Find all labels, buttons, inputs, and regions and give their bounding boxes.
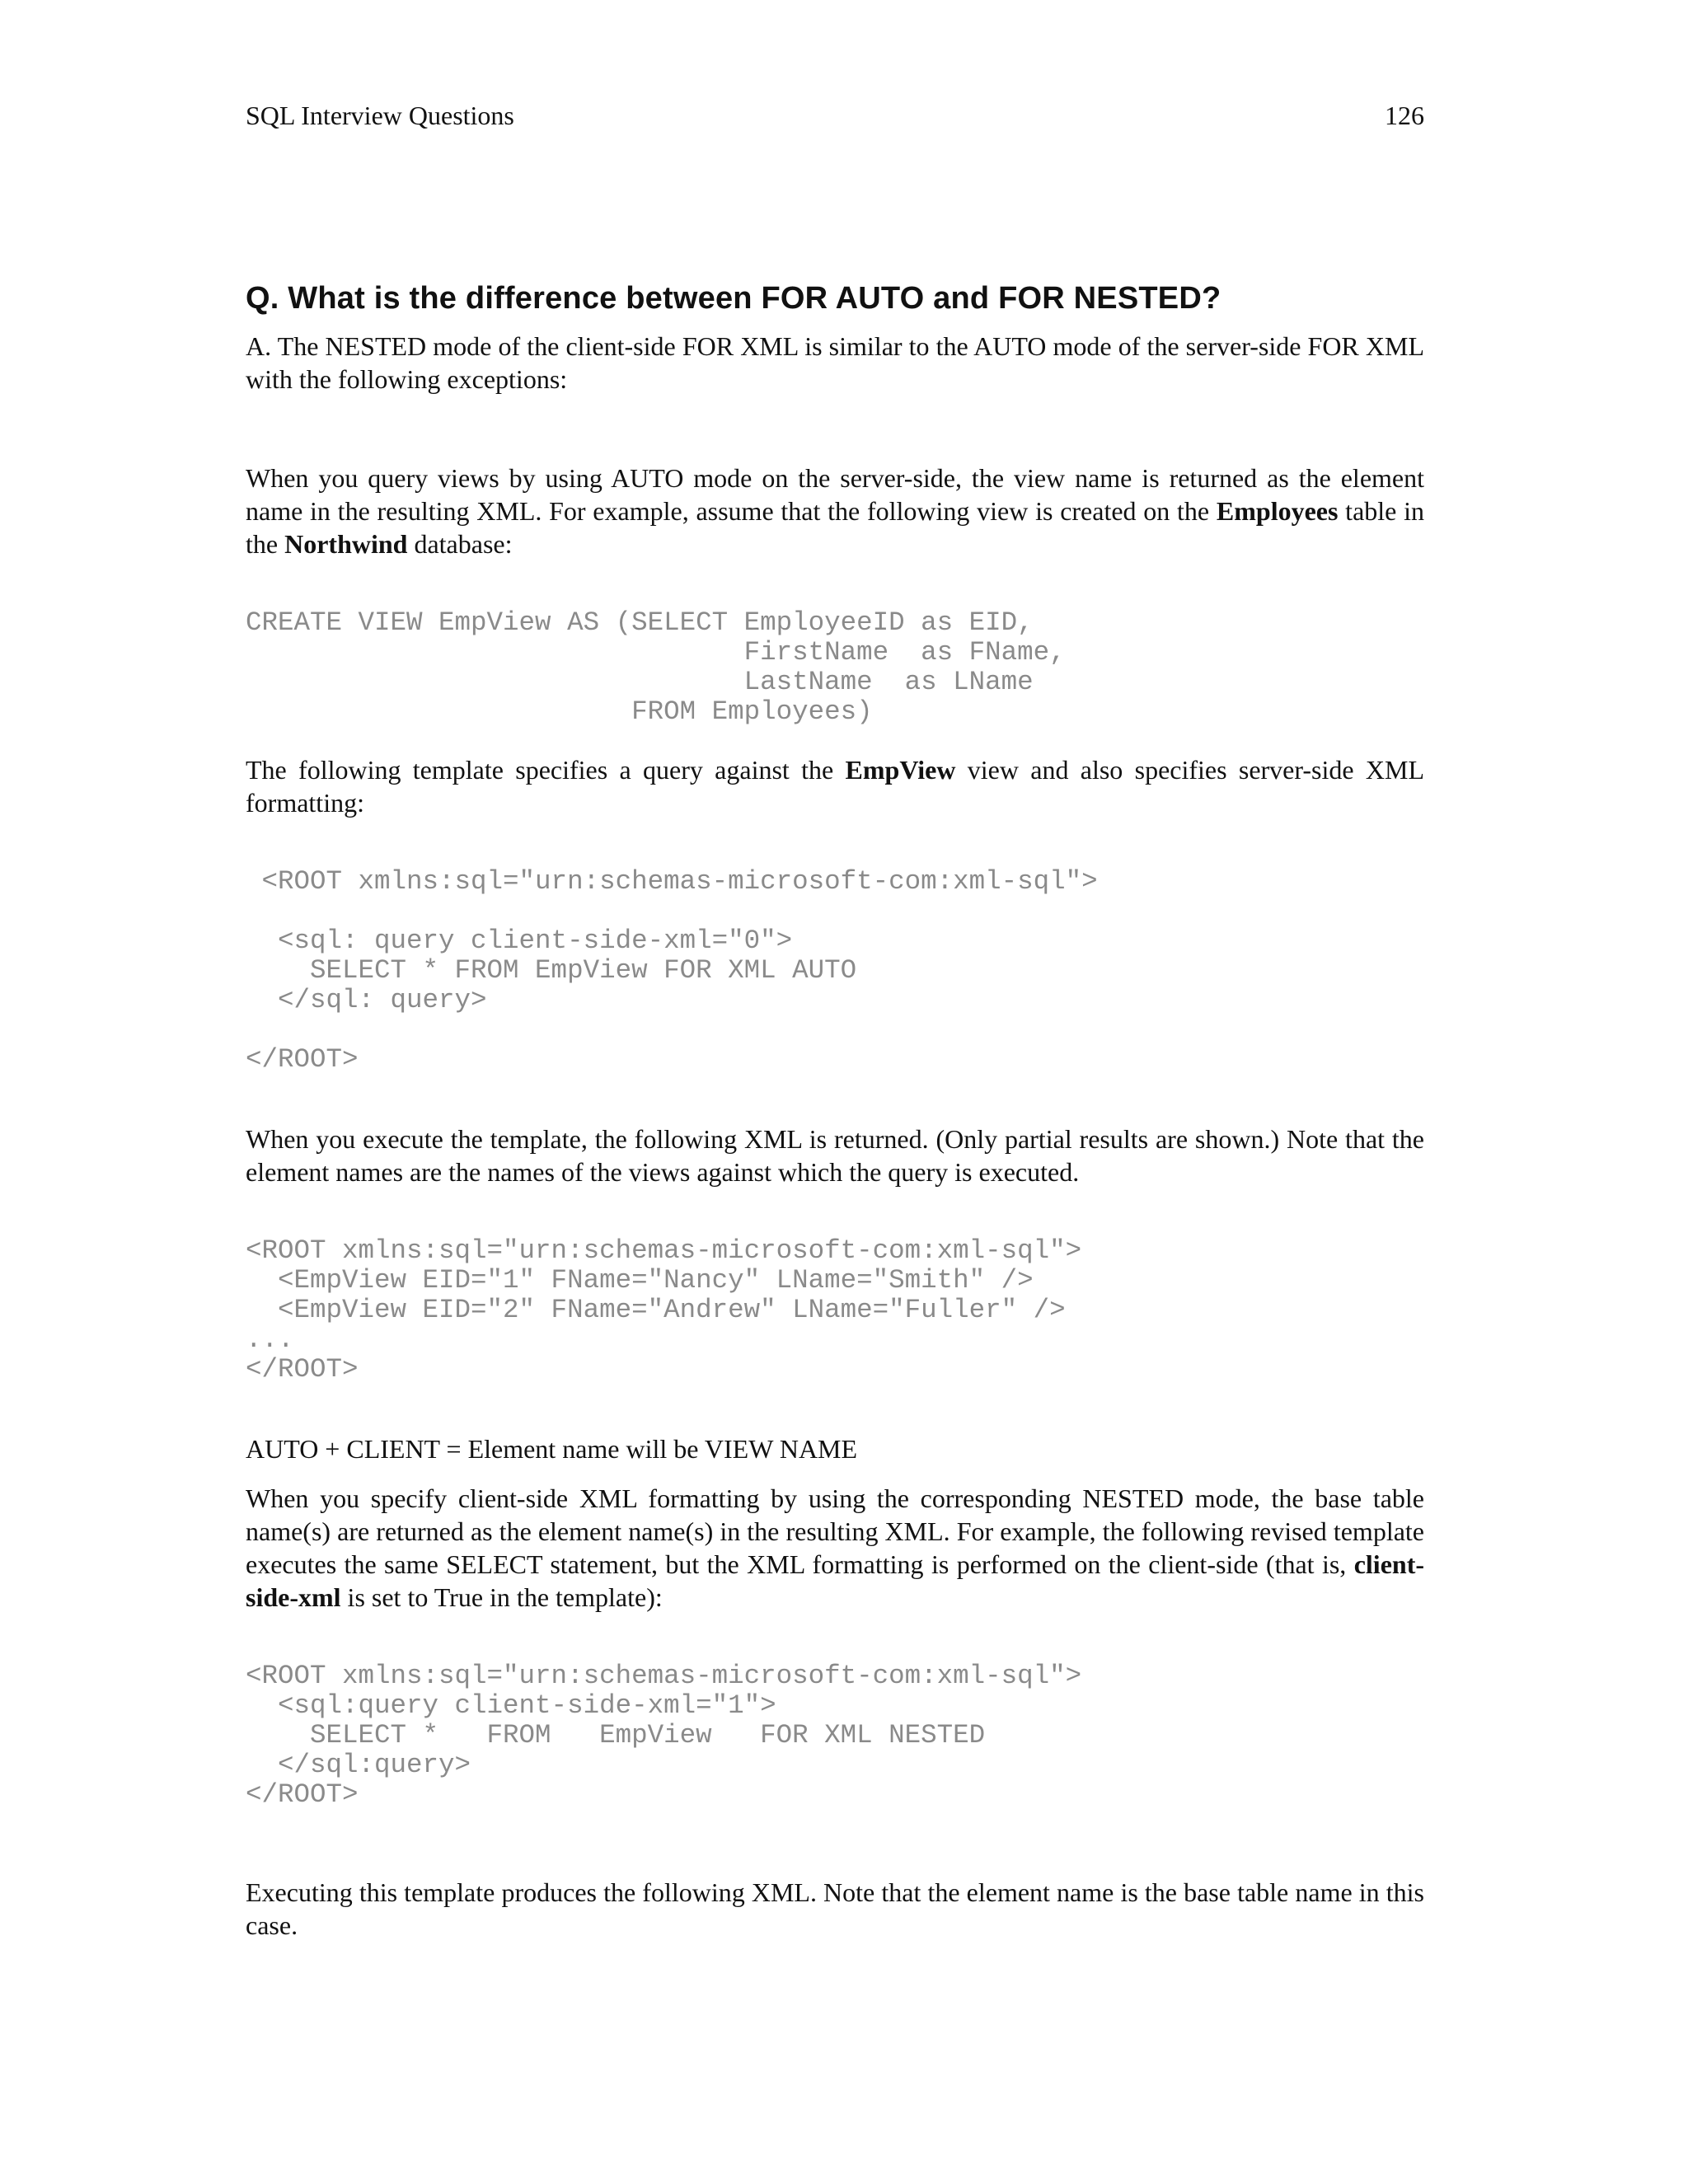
text-run: table in the [246,496,1425,559]
code-line: <ROOT xmlns:sql="urn:schemas-microsoft-com:xml-sql"> [246,1661,1082,1691]
code-block-template-auto [246,867,1424,1075]
code-line: </ROOT> [246,1044,359,1075]
text-run: view and also specifies server-side XML formatting: [246,755,1425,818]
code-line: FROM Employees) [246,696,873,727]
answer-intro: A. The NESTED mode of the client-side FOR XML is similar to the AUTO mode of the server-side FOR XML with the following exceptions: [246,331,1424,394]
code-block-result-auto [246,1236,1424,1385]
bold-term-northwind: Northwind [284,529,408,559]
code-line: </ROOT> [246,1354,359,1385]
code-line: LastName as LName [246,667,1034,697]
code-line: </sql: query> [246,985,487,1015]
running-title: SQL Interview Questions [246,101,514,130]
paragraph-final: Executing this template produces the following XML. Note that the element name is the base table name in this case. [246,1877,1424,1940]
bold-term-empview: EmpView [845,755,956,785]
code-blank-line [246,897,1424,926]
code-line: SELECT * FROM EmpView FOR XML AUTO [246,955,857,986]
rule-line: AUTO + CLIENT = Element name will be VIEW NAME [246,1434,858,1464]
code-line: <EmpView EID="2" FName="Andrew" LName="Fuller" /> [246,1295,1066,1325]
page-number: 126 [1385,101,1424,130]
paragraph-template [246,753,1424,819]
code-line: <sql: query client-side-xml="0"> [246,926,793,956]
code-line: <EmpView EID="1" FName="Nancy" LName="Smith" /> [246,1265,1034,1296]
code-line: FirstName as FName, [246,637,1066,668]
paragraph-execute: When you execute the template, the following XML is returned. (Only partial results are shown.) Note that the element names are the names of the views against which the query is executed. [246,1124,1424,1187]
code-line: </ROOT> [246,1779,359,1810]
code-line: <sql:query client-side-xml="1"> [246,1690,776,1721]
question-heading: Q. What is the difference between FOR AUTO and FOR NESTED? [246,281,1221,316]
page-content [246,279,1424,1942]
page-header [246,99,1424,132]
text-run: is set to True in the template): [340,1582,663,1612]
code-block-template-nested [246,1661,1424,1810]
text-run: database: [407,529,513,559]
code-line: <ROOT xmlns:sql="urn:schemas-microsoft-com:xml-sql"> [246,866,1098,897]
code-line: ... [246,1324,294,1355]
code-line: SELECT * FROM EmpView FOR XML NESTED [246,1720,986,1750]
paragraph-views [246,462,1424,560]
code-line: </sql:query> [246,1750,471,1780]
code-block-create-view [246,608,1424,727]
code-blank-line [246,1015,1424,1045]
text-run: The following template specifies a query against the [246,755,846,785]
text-run: When you query views by using AUTO mode on the server-side, the view name is returned as the element name in the resulting XML. For example, assume that the following view is created on the [246,463,1424,526]
paragraph-nested [246,1482,1424,1614]
bold-term-client-side-xml: client-side-xml [246,1549,1424,1612]
text-run: When you specify client-side XML formatting by using the corresponding NESTED mode, the base table name(s) are returned as the element name(s) in the resulting XML. For example, the following revised template executes the same SELECT statement, but the XML formatting is performed on the client-side (that is, [246,1483,1424,1579]
code-line: CREATE VIEW EmpView AS (SELECT EmployeeID as EID, [246,607,1034,638]
code-line: <ROOT xmlns:sql="urn:schemas-microsoft-com:xml-sql"> [246,1235,1082,1266]
bold-term-employees: Employees [1216,496,1339,526]
